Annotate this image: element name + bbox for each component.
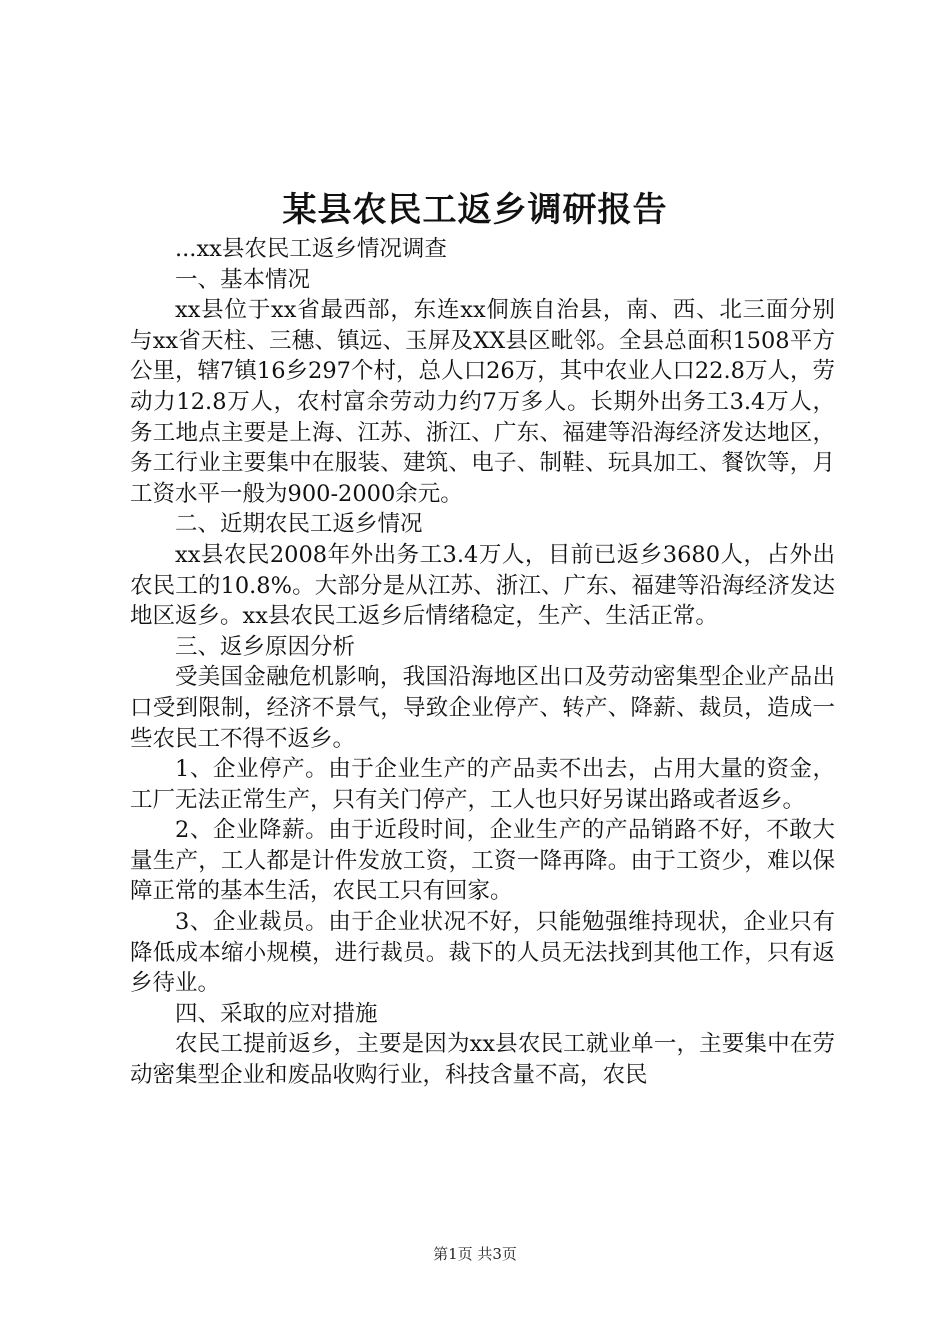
paragraph-measures: 农民工提前返乡，主要是因为xx县农民工就业单一，主要集中在劳动密集型企业和废品收购行业，科技含量不高，农民 — [130, 1031, 835, 1089]
page-footer: 第1页 共3页 — [433, 1245, 517, 1263]
paragraph-reasons-intro: 受美国金融危机影响，我国沿海地区出口及劳动密集型企业产品出口受到限制，经济不景气，导致企业停产、转产、降薪、裁员，造成一些农民工不得不返乡。 — [130, 664, 835, 752]
paragraph-reason-shutdown: 1、企业停产。由于企业生产的产品卖不出去，占用大量的资金，工厂无法正常生产，只有关门停产，工人也只好另谋出路或者返乡。 — [130, 756, 835, 813]
section-heading-recent: 二、近期农民工返乡情况 — [175, 511, 423, 538]
paragraph-basic-info: xx县位于xx省最西部，东连xx侗族自治县，南、西、北三面分别与xx省天柱、三穗、镇远、玉屏及XX县区毗邻。全县总面积1508平方公里，辖7镇16乡297个村，总人口26万，其中农业人口22.8万人，劳动力12.8万人，农村富余劳动力约7万多人。长期外出务工3.4万人，务工地点主要是上海、江苏、浙江、广东、福建等沿海经济发达地区，务工行业主要集中在服装、建筑、电子、制鞋、玩具加工、餐饮等，月工资水平一般为900-2000余元。 — [130, 297, 835, 507]
subtitle-paragraph: ...xx县农民工返乡情况调查 — [175, 236, 447, 262]
paragraph-reason-paycut: 2、企业降薪。由于近段时间，企业生产的产品销路不好，不敢大量生产，工人都是计件发放工资，工资一降再降。由于工资少，难以保障正常的基本生活，农民工只有回家。 — [130, 817, 835, 905]
document-body — [130, 234, 835, 1091]
paragraph-recent-return: xx县农民2008年外出务工3.4万人，目前已返乡3680人，占外出农民工的10.8%。大部分是从江苏、浙江、广东、福建等沿海经济发达地区返乡。xx县农民工返乡后情绪稳定，生产、生活正常。 — [130, 541, 835, 630]
section-heading-measures: 四、采取的应对措施 — [175, 1000, 378, 1027]
paragraph-reason-layoff: 3、企业裁员。由于企业状况不好，只能勉强维持现状，企业只有降低成本缩小规模，进行裁员。裁下的人员无法找到其他工作，只有返乡待业。 — [130, 909, 835, 997]
document-title: 某县农民工返乡调研报告 — [282, 190, 668, 230]
section-heading-reasons: 三、返乡原因分析 — [175, 633, 356, 660]
section-heading-basic: 一、基本情况 — [175, 266, 311, 293]
